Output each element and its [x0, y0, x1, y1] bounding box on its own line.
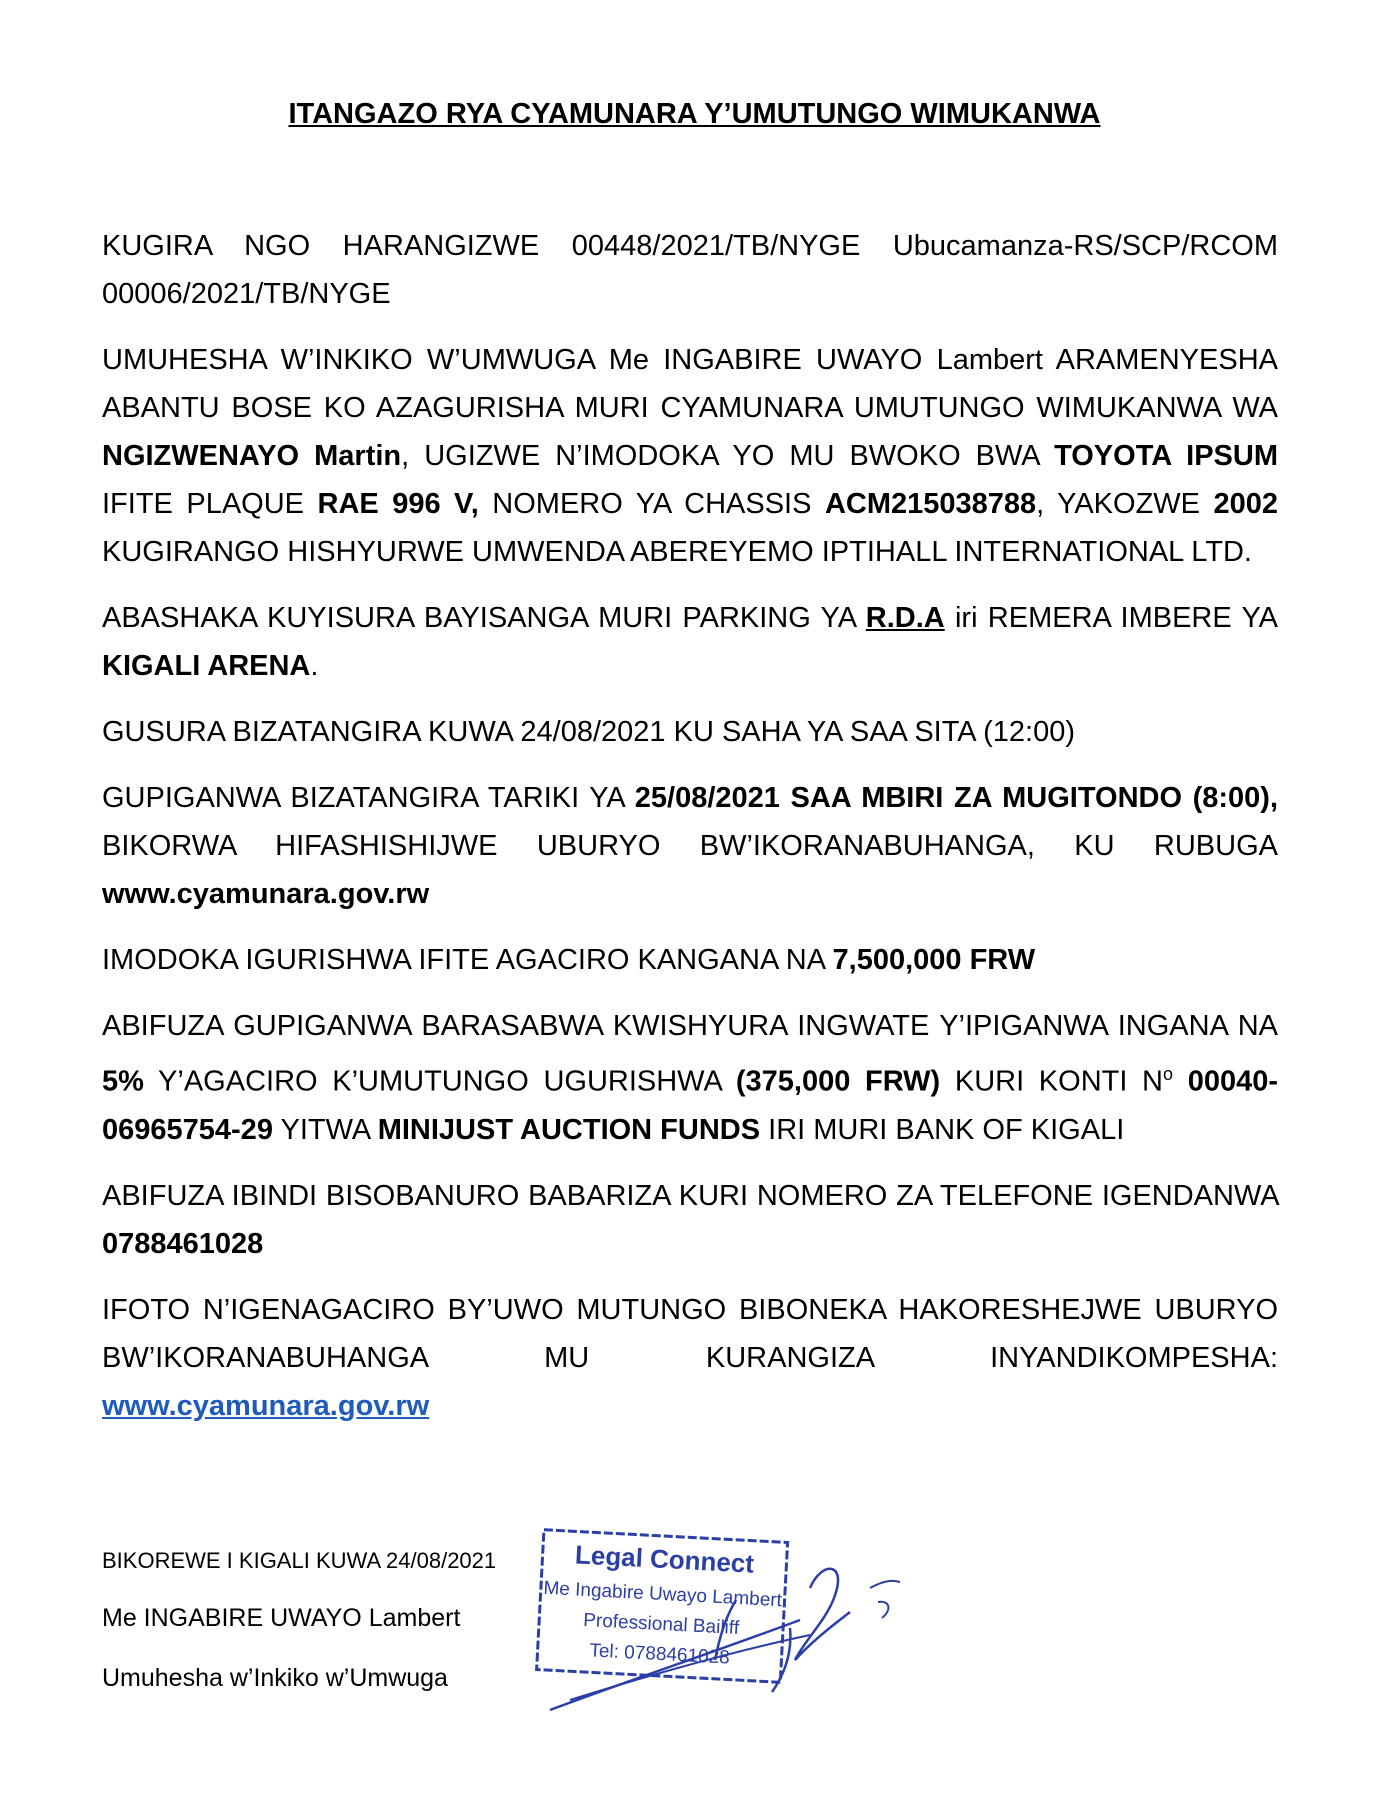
signature-role: Umuhesha w’Inkiko w’Umwuga [102, 1664, 448, 1692]
contact-phone: 0788461028 [102, 1227, 264, 1260]
document-body [102, 222, 1278, 1448]
stamp-line-3: Professional Bailiff [582, 1609, 740, 1640]
photos-paragraph: IFOTO N’IGENAGACIRO BY’UWO MUTUNGO BIBONEKA HAKORESHEJWE UBURYO BW’IKORANABUHANGA MU KURANGIZA INYANDIKOMPESHA: www.cyamunara.gov.rw [102, 1293, 1278, 1422]
case-reference: KUGIRA NGO HARANGIZWE 00448/2021/TB/NYGE Ubucamanza-RS/SCP/RCOM 00006/2021/TB/NYGE [102, 230, 1278, 310]
stamp-line-4: Tel: 0788461028 [588, 1640, 731, 1669]
vehicle-plate: RAE 996 V, [317, 488, 479, 520]
stamp-line-2: Me Ingabire Uwayo Lambert [542, 1577, 783, 1612]
kigali-arena-label: KIGALI ARENA [102, 650, 311, 682]
vehicle-model: TOYOTA IPSUM [1054, 440, 1278, 472]
account-number: 00040-06965754-29 [102, 1065, 1279, 1146]
document-title: ITANGAZO RYA CYAMUNARA Y’UMUTUNGO WIMUKANWA [288, 98, 1101, 130]
contact-paragraph: ABIFUZA IBINDI BISOBANURO BABARIZA KURI NOMERO ZA TELEFONE IGENDANWA 0788461028 [102, 1179, 1278, 1260]
fund-name: MINIJUST AUCTION FUNDS [377, 1113, 761, 1146]
value-paragraph: IMODOKA IGURISHWA IFITE AGACIRO KANGANA NA 7,500,000 FRW [102, 944, 1036, 976]
announcement-paragraph: UMUHESHA W’INKIKO W’UMWUGA Me INGABIRE UWAYO Lambert ARAMENYESHA ABANTU BOSE KO AZAGURISHA MURI CYAMUNARA UMUTUNGO WIMUKANWA WA NGIZWENAYO Martin, UGIZWE N’IMODOKA YO MU BWOKO BWA TOYOTA IPSUM IFITE PLAQUE RAE 996 V, NOMERO YA CHASSIS ACM215038788, YAKOZWE 2002 KUGIRANGO HISHYURWE UMWENDA ABEREYEMO IPTIHALL INTERNATIONAL LTD. [102, 344, 1278, 568]
manufacture-year: 2002 [1213, 488, 1278, 520]
owner-name: NGIZWENAYO Martin [102, 440, 402, 472]
auction-website: www.cyamunara.gov.rw [102, 878, 430, 910]
signature-name: Me INGABIRE UWAYO Lambert [102, 1604, 461, 1632]
bidding-paragraph: GUPIGANWA BIZATANGIRA TARIKI YA 25/08/2021 SAA MBIRI ZA MUGITONDO (8:00), BIKORWA HIFASHISHIJWE UBURYO BW’IKORANABUHANGA, KU RUBUGA www.cyamunara.gov.rw [102, 782, 1278, 910]
auction-website-link[interactable]: www.cyamunara.gov.rw [102, 1389, 430, 1422]
chassis-number: ACM215038788 [824, 488, 1037, 520]
rda-label: R.D.A [865, 602, 945, 634]
signature-place-date: BIKOREWE I KIGALI KUWA 24/08/2021 [102, 1548, 497, 1573]
visit-start-paragraph: GUSURA BIZATANGIRA KUWA 24/08/2021 KU SAHA YA SAA SITA (12:00) [102, 716, 1075, 748]
visit-location-paragraph: ABASHAKA KUYISURA BAYISANGA MURI PARKING YA R.D.A iri REMERA IMBERE YA KIGALI ARENA. [102, 602, 1278, 682]
bidding-date: 25/08/2021 SAA MBIRI ZA MUGITONDO (8:00), [634, 782, 1278, 814]
deposit-paragraph: ABIFUZA GUPIGANWA BARASABWA KWISHYURA INGWATE Y’IPIGANWA INGANA NA 5% Y’AGACIRO K’UMUTUNGO UGURISHWA (375,000 FRW) KURI KONTI $N^o$ 00040-06965754-29 YITWA MINIJUST AUCTION FUNDS IRI MURI BANK OF KIGALI [102, 1010, 1279, 1146]
deposit-percent: 5% [102, 1065, 144, 1098]
vehicle-value: 7,500,000 FRW [832, 944, 1036, 976]
stamp-line-1: Legal Connect [574, 1539, 755, 1579]
handwritten-signature [540, 1540, 940, 1720]
deposit-amount: (375,000 FRW) [735, 1065, 941, 1098]
